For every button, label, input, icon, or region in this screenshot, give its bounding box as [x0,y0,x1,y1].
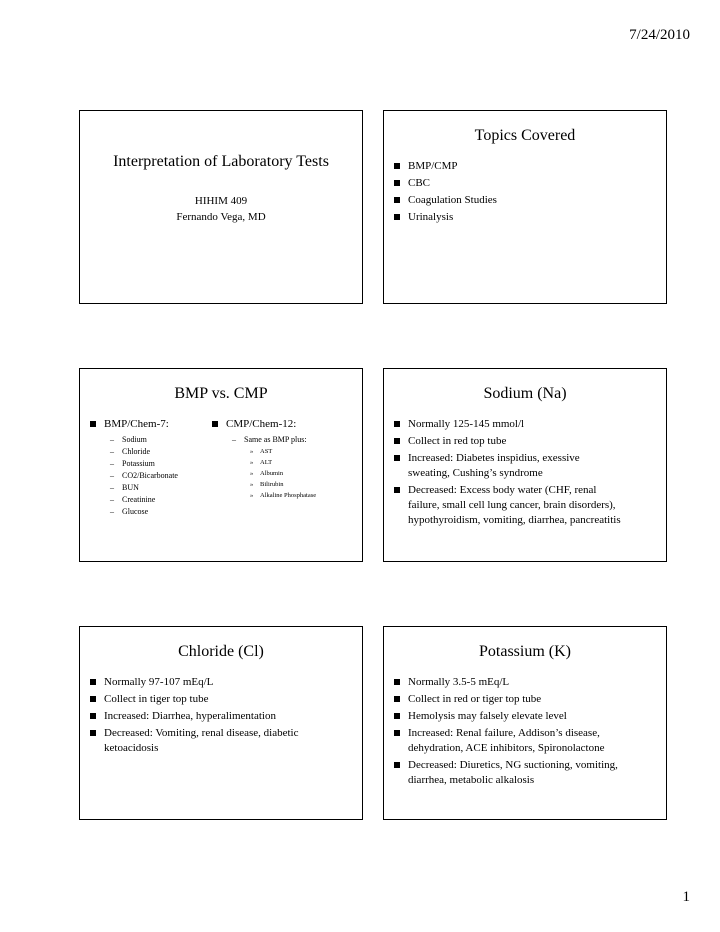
list-item: Decreased: Excess body water (CHF, renal failure, small cell lung cancer, brain disorders), hypothyroidism, vomiting, diarrhea, pancreatitis [394,483,624,528]
slide-sodium [383,368,667,562]
slide-chloride [79,626,363,820]
square-bullet-icon [394,214,400,220]
list-item: – Glucose [110,507,149,516]
square-bullet-icon [90,696,96,702]
list-item: Decreased: Vomiting, renal disease, diabetic ketoacidosis [90,726,300,756]
chloride-list [90,675,300,758]
list-item: – Sodium [110,435,147,444]
slide-title-heading: Interpretation of Laboratory Tests [113,153,329,170]
list-item: – BUN [110,483,139,492]
slide-heading: Potassium (K) [479,643,571,660]
square-bullet-icon [90,421,96,427]
course-code: HIHIM 409 [194,195,248,207]
square-bullet-icon [90,713,96,719]
list-item: Collect in tiger top tube [90,692,300,707]
sodium-list [394,417,624,530]
square-bullet-icon [394,180,400,186]
bmp-column [90,417,210,520]
list-item: Normally 97-107 mEq/L [90,675,300,690]
list-item: Increased: Diarrhea, hyperalimentation [90,709,300,724]
list-item: Normally 3.5-5 mEq/L [394,675,634,690]
list-item: Normally 125-145 mmol/l [394,417,624,432]
square-bullet-icon [394,438,400,444]
slide-bmp-cmp [79,368,363,562]
square-bullet-icon [394,730,400,736]
square-bullet-icon [394,455,400,461]
square-bullet-icon [394,679,400,685]
slide-heading: Chloride (Cl) [178,643,264,660]
square-bullet-icon [394,713,400,719]
square-bullet-icon [394,696,400,702]
slide-heading: BMP vs. CMP [174,385,268,402]
list-item: Increased: Renal failure, Addison’s disease, dehydration, ACE inhibitors, Spironolactone [394,726,634,756]
list-item: – Potassium [110,459,155,468]
cmp-column [212,417,357,503]
list-item: » ALT [250,459,273,466]
list-item: – CO2/Bicarbonate [110,471,178,480]
square-bullet-icon [394,163,400,169]
topics-list [394,159,654,227]
square-bullet-icon [394,421,400,427]
list-item: Increased: Diabetes inspidius, exessive sweating, Cushing’s syndrome [394,451,624,481]
list-item: Hemolysis may falsely elevate level [394,709,634,724]
author-name: Fernando Vega, MD [176,211,266,223]
slide-topics [383,110,667,304]
square-bullet-icon [394,197,400,203]
list-item: » Alkaline Phosphatase [250,492,317,499]
list-item: CBC [394,176,654,191]
potassium-list [394,675,634,790]
list-item: Decreased: Diuretics, NG suctioning, vomiting, diarrhea, metabolic alkalosis [394,758,634,788]
list-item: » AST [250,448,273,455]
list-item: Collect in red top tube [394,434,624,449]
list-item: BMP/CMP [394,159,654,174]
slide-heading: Sodium (Na) [483,385,567,402]
list-item: » Bilirubin [250,481,284,488]
slide-heading: Topics Covered [474,127,576,144]
list-item: – Chloride [110,447,150,456]
slide-potassium [383,626,667,820]
list-item: » Albumin [250,470,284,477]
list-item: CMP/Chem-12: – Same as BMP plus: » AST » ALT » Albumin » Bilirubin » Alkaline Phosphatase [212,417,357,501]
square-bullet-icon [90,679,96,685]
header-date: 7/24/2010 [629,27,690,43]
list-item: Coagulation Studies [394,193,654,208]
slide-title [79,110,363,304]
list-item: – Same as BMP plus: » AST » ALT » Albumin » Bilirubin » Alkaline Phosphatase [232,434,357,501]
square-bullet-icon [90,730,96,736]
list-item: BMP/Chem-7: – Sodium – Chloride – Potassium – CO2/Bicarbonate – BUN – Creatinine – Glucose [90,417,210,518]
square-bullet-icon [394,762,400,768]
page-number: 1 [682,889,690,905]
list-item: Collect in red or tiger top tube [394,692,634,707]
square-bullet-icon [394,487,400,493]
list-item: – Creatinine [110,495,156,504]
list-item: Urinalysis [394,210,654,225]
square-bullet-icon [212,421,218,427]
